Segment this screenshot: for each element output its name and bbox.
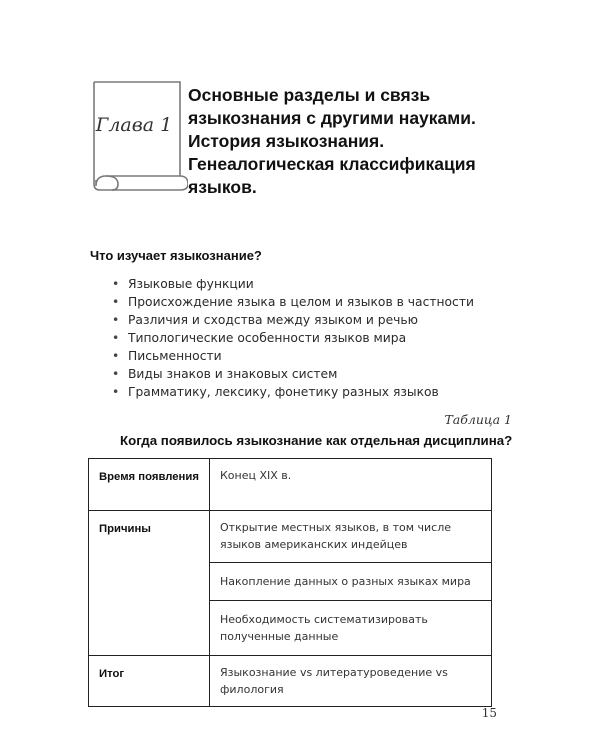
row-label: Время появления [89,459,210,511]
chapter-title-line: языкознания с другими науками. [188,108,476,128]
chapter-title [188,84,518,199]
topic-list [112,275,474,401]
chapter-label: Глава 1 [95,114,173,136]
page-number: 15 [481,706,497,720]
list-item: • Различия и сходства между языком и речью [112,311,474,329]
chapter-title-line: Основные разделы и связь [188,85,431,105]
row-value: Необходимость систематизировать полученные данные [220,613,428,643]
row-value-group [210,511,492,656]
list-item: • Виды знаков и знаковых систем [112,365,474,383]
row-value: Открытие местных языков, в том числе языков американских индейцев [210,511,491,563]
chapter-title-line: Генеалогическая классификация [188,154,476,174]
row-value: Конец XIX в. [210,459,492,511]
table-row [89,511,492,656]
row-value: Накопление данных о разных языках мира [210,563,491,601]
chapter-badge [88,80,188,192]
list-item: • Письменности [112,347,474,365]
row-label: Итог [89,656,210,707]
list-item: • Типологические особенности языков мира [112,329,474,347]
list-item: • Грамматику, лексику, фонетику разных языков [112,383,474,401]
row-value: Языкознание vs литературоведение vs филология [210,656,492,707]
chapter-title-line: История языкознания. [188,131,385,151]
list-item: • Языковые функции [112,275,474,293]
table-row [89,459,492,511]
list-item: • Происхождение языка в целом и языков в частности [112,293,474,311]
scroll-icon [88,80,188,192]
info-table [88,458,492,707]
table-caption: Таблица 1 [444,412,512,427]
section-heading: Что изучает языкознание? [90,248,262,263]
row-label: Причины [89,511,210,656]
table-row [89,656,492,707]
table-title: Когда появилось языкознание как отдельная дисциплина? [120,433,513,448]
chapter-title-line: языков. [188,177,257,197]
